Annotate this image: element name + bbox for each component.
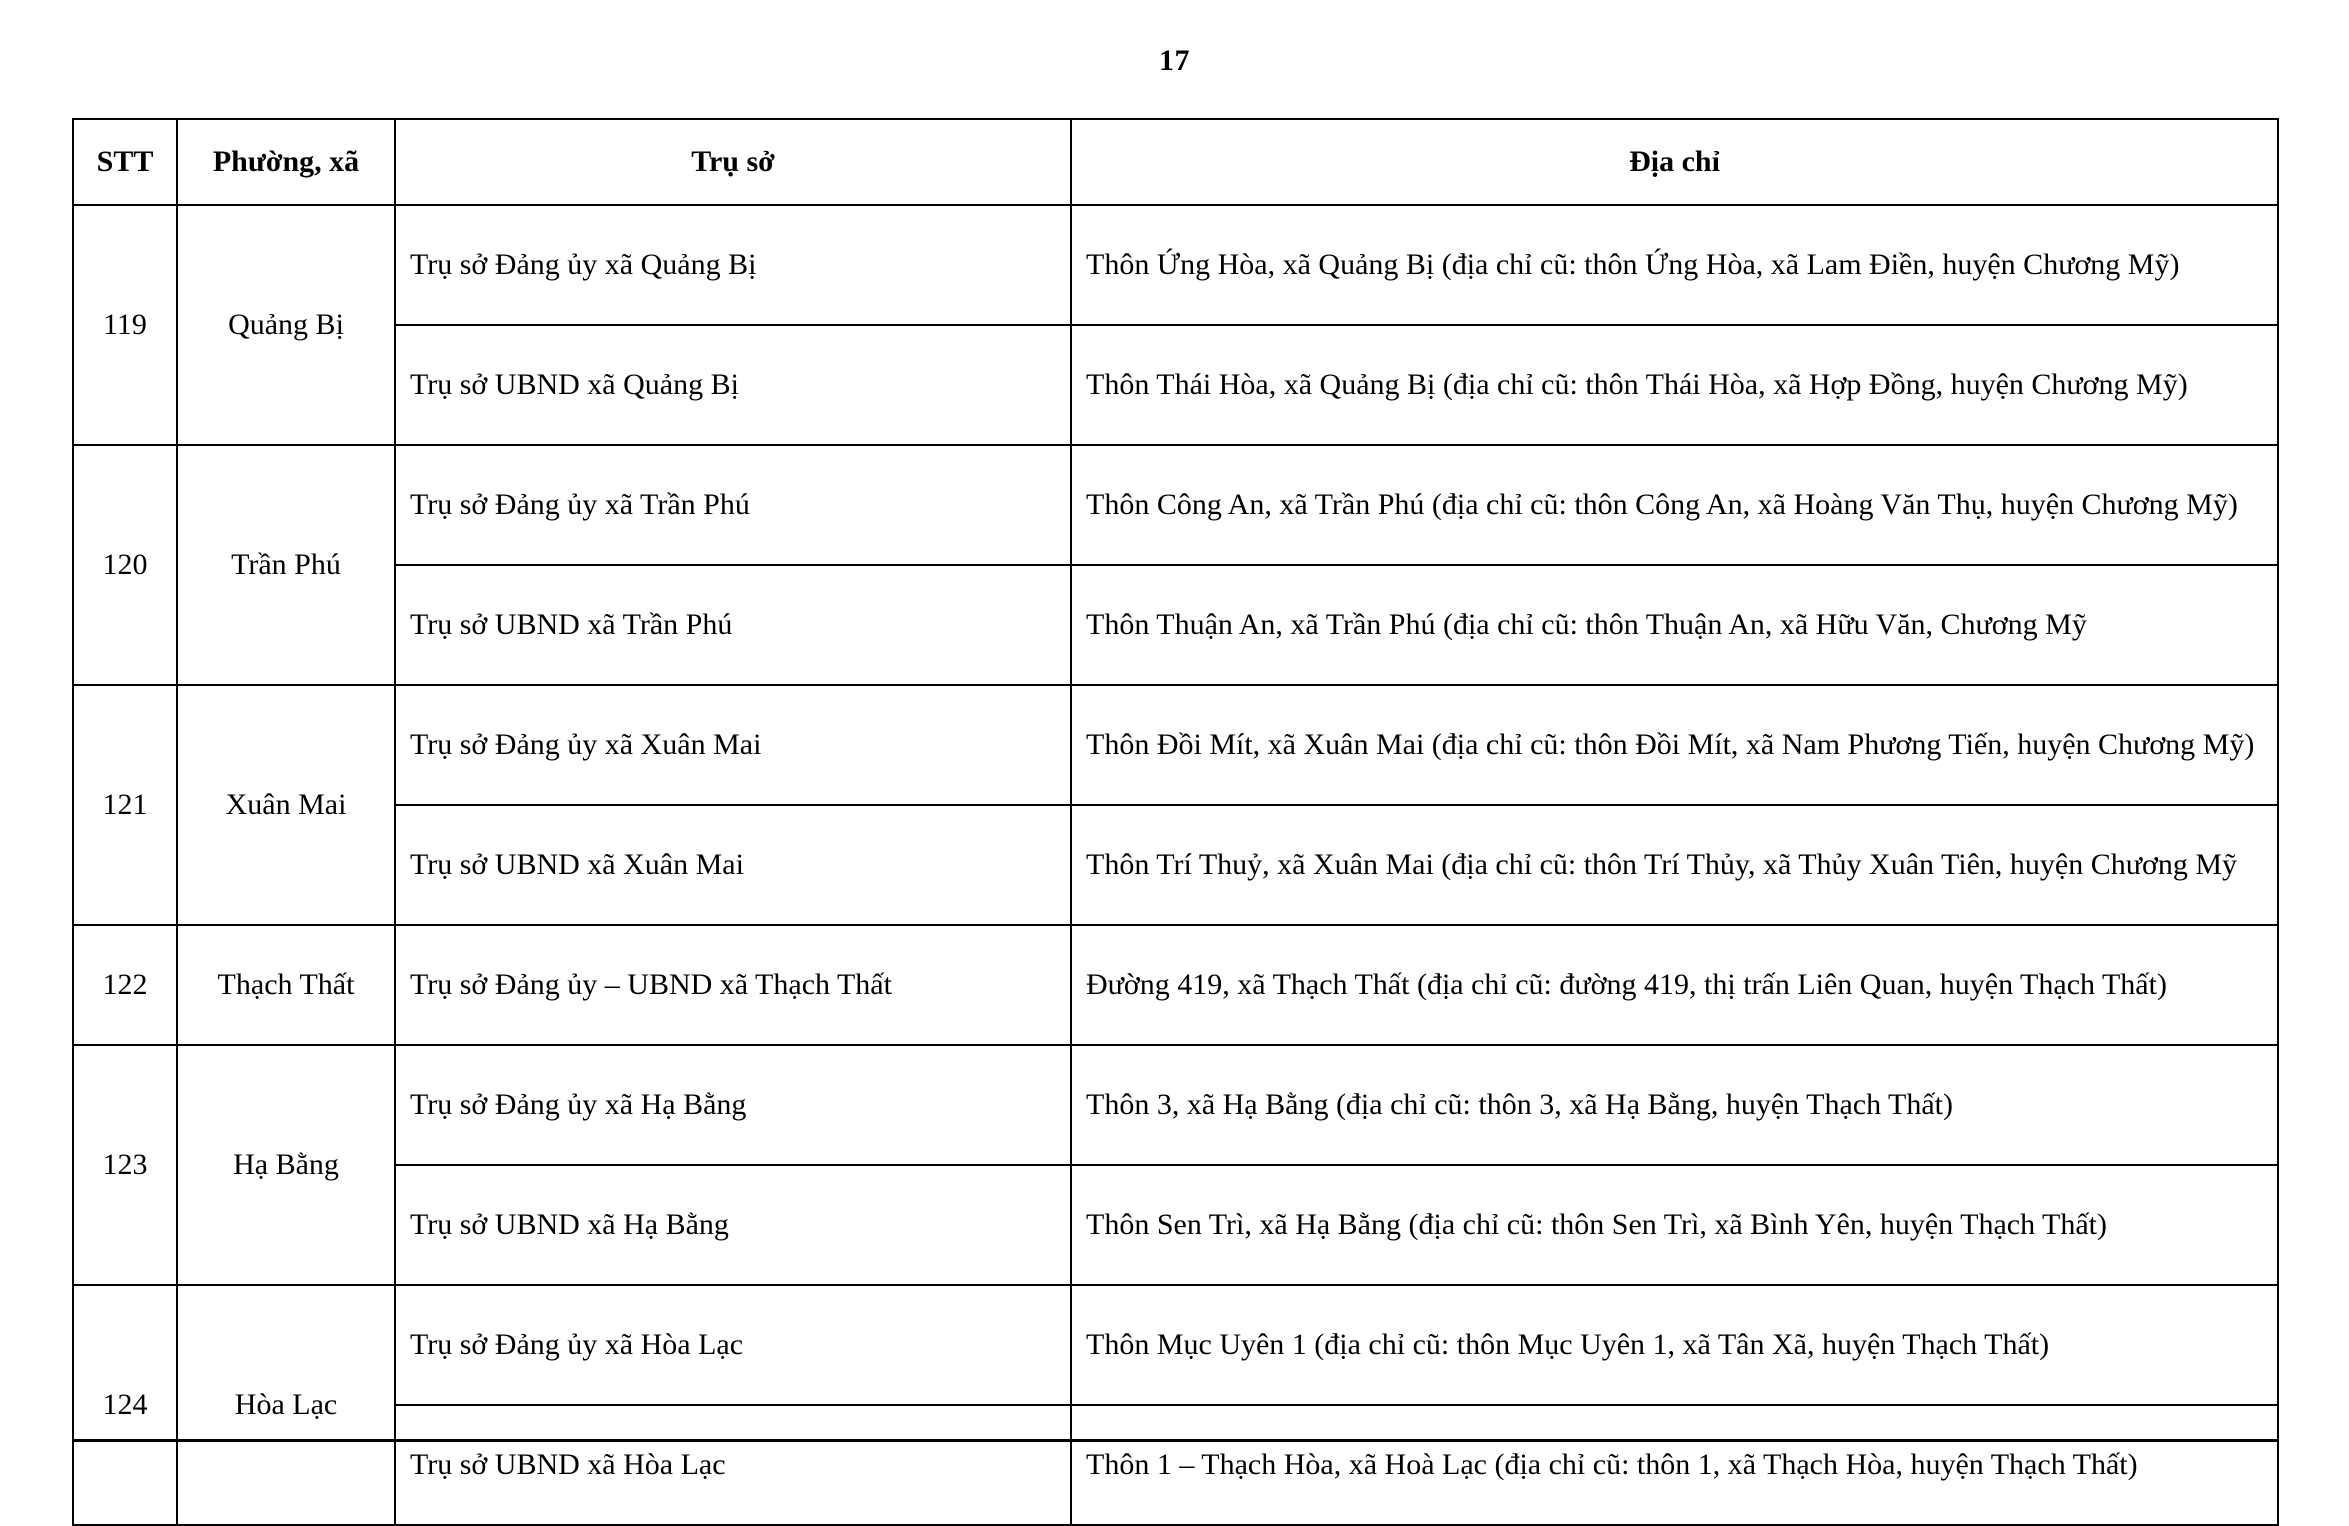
cell-address: Thôn Thuận An, xã Trần Phú (địa chỉ cũ: thôn Thuận An, xã Hữu Văn, Chương Mỹ [1071, 565, 2278, 685]
table-row [73, 1045, 2278, 1165]
cell-address: Đường 419, xã Thạch Thất (địa chỉ cũ: đường 419, thị trấn Liên Quan, huyện Thạch Thất) [1071, 925, 2278, 1045]
table-row [73, 445, 2278, 565]
table-row [73, 1165, 2278, 1285]
cell-office: Trụ sở Đảng ủy xã Quảng Bị [395, 205, 1071, 325]
table-row [73, 325, 2278, 445]
cell-stt: 121 [73, 685, 177, 925]
cell-stt: 123 [73, 1045, 177, 1285]
table-row [73, 205, 2278, 325]
table-row [73, 925, 2278, 1045]
cell-office: Trụ sở Đảng ủy – UBND xã Thạch Thất [395, 925, 1071, 1045]
column-header-office: Trụ sở [395, 119, 1071, 205]
table-row [73, 805, 2278, 925]
table-header-row [73, 119, 2278, 205]
headquarters-address-table [72, 118, 2279, 1526]
cell-ward: Hòa Lạc [177, 1285, 395, 1525]
cell-ward: Quảng Bị [177, 205, 395, 445]
cell-office: Trụ sở Đảng ủy xã Hòa Lạc [395, 1285, 1071, 1405]
table-row [73, 565, 2278, 685]
cell-address: Thôn 1 – Thạch Hòa, xã Hoà Lạc (địa chỉ cũ: thôn 1, xã Thạch Hòa, huyện Thạch Thất) [1071, 1405, 2278, 1525]
cell-address: Thôn Đồi Mít, xã Xuân Mai (địa chỉ cũ: thôn Đồi Mít, xã Nam Phương Tiến, huyện Chương Mỹ) [1071, 685, 2278, 805]
cell-address: Thôn 3, xã Hạ Bằng (địa chỉ cũ: thôn 3, xã Hạ Bằng, huyện Thạch Thất) [1071, 1045, 2278, 1165]
table-body [73, 205, 2278, 1525]
cell-office: Trụ sở UBND xã Hạ Bằng [395, 1165, 1071, 1285]
cell-address: Thôn Ứng Hòa, xã Quảng Bị (địa chỉ cũ: thôn Ứng Hòa, xã Lam Điền, huyện Chương Mỹ) [1071, 205, 2278, 325]
cell-stt: 119 [73, 205, 177, 445]
cell-address: Thôn Công An, xã Trần Phú (địa chỉ cũ: thôn Công An, xã Hoàng Văn Thụ, huyện Chương Mỹ) [1071, 445, 2278, 565]
table-row [73, 685, 2278, 805]
column-header-address: Địa chỉ [1071, 119, 2278, 205]
footer-divider [72, 1439, 2277, 1442]
cell-address: Thôn Trí Thuỷ, xã Xuân Mai (địa chỉ cũ: thôn Trí Thủy, xã Thủy Xuân Tiên, huyện Chương Mỹ [1071, 805, 2278, 925]
cell-ward: Trần Phú [177, 445, 395, 685]
cell-office: Trụ sở UBND xã Trần Phú [395, 565, 1071, 685]
table-container [72, 118, 2277, 1526]
table-row [73, 1285, 2278, 1405]
page-number: 17 [1159, 44, 1190, 77]
cell-ward: Hạ Bằng [177, 1045, 395, 1285]
column-header-stt: STT [73, 119, 177, 205]
table-row [73, 1405, 2278, 1525]
cell-ward: Xuân Mai [177, 685, 395, 925]
cell-office: Trụ sở Đảng ủy xã Xuân Mai [395, 685, 1071, 805]
cell-address: Thôn Sen Trì, xã Hạ Bằng (địa chỉ cũ: thôn Sen Trì, xã Bình Yên, huyện Thạch Thất) [1071, 1165, 2278, 1285]
table-header [73, 119, 2278, 205]
cell-stt: 124 [73, 1285, 177, 1525]
cell-office: Trụ sở UBND xã Xuân Mai [395, 805, 1071, 925]
cell-address: Thôn Thái Hòa, xã Quảng Bị (địa chỉ cũ: thôn Thái Hòa, xã Hợp Đồng, huyện Chương Mỹ) [1071, 325, 2278, 445]
cell-office: Trụ sở Đảng ủy xã Trần Phú [395, 445, 1071, 565]
cell-office: Trụ sở UBND xã Quảng Bị [395, 325, 1071, 445]
cell-stt: 122 [73, 925, 177, 1045]
cell-ward: Thạch Thất [177, 925, 395, 1045]
cell-address: Thôn Mục Uyên 1 (địa chỉ cũ: thôn Mục Uyên 1, xã Tân Xã, huyện Thạch Thất) [1071, 1285, 2278, 1405]
cell-stt: 120 [73, 445, 177, 685]
column-header-ward: Phường, xã [177, 119, 395, 205]
cell-office: Trụ sở UBND xã Hòa Lạc [395, 1405, 1071, 1525]
cell-office: Trụ sở Đảng ủy xã Hạ Bằng [395, 1045, 1071, 1165]
